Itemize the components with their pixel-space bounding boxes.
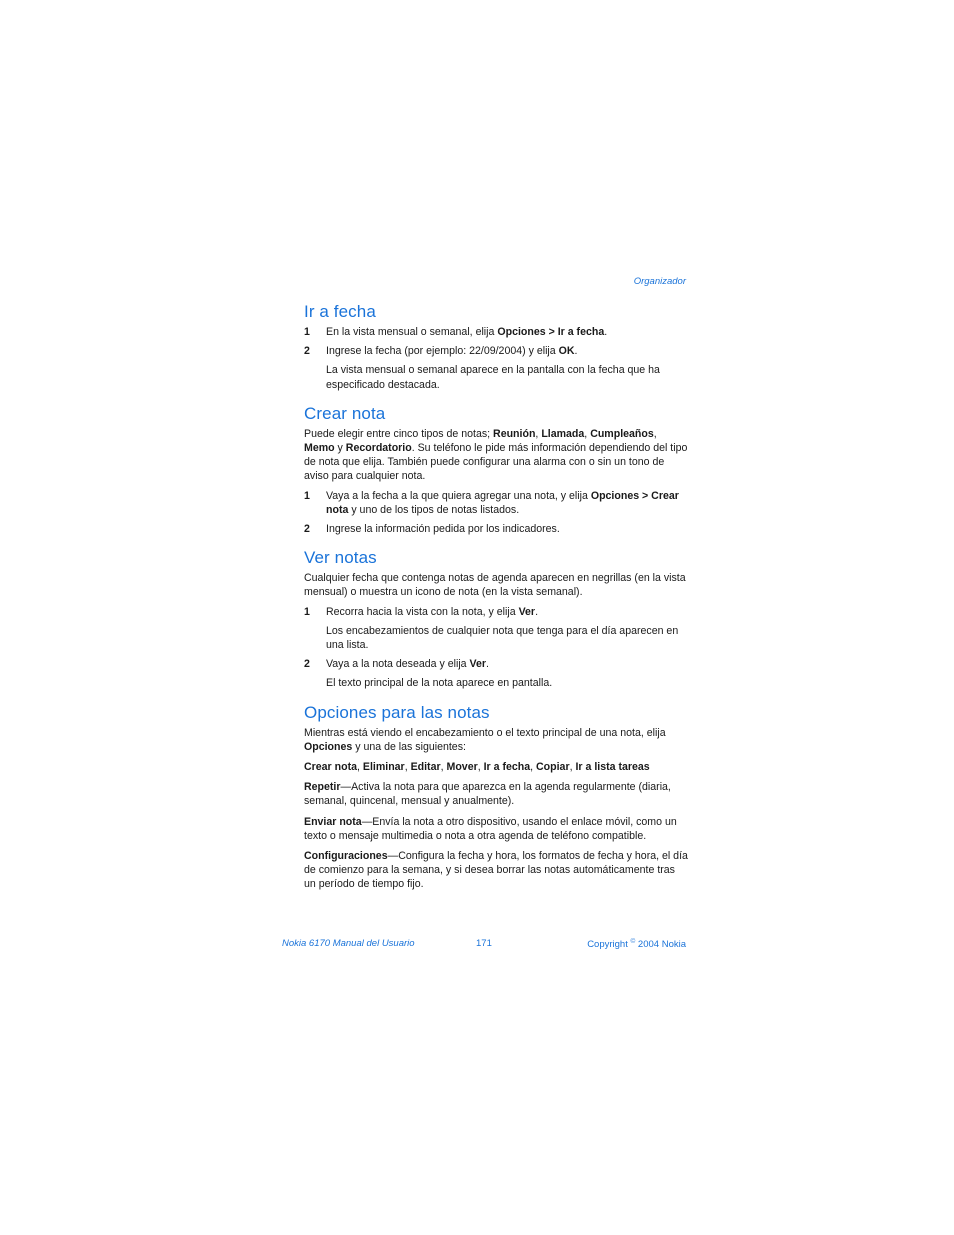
options-list: [304, 760, 688, 774]
intro-paragraph: [304, 726, 688, 754]
step-text: Vaya a la fecha a la que quiera agregar una nota, y elija: [326, 489, 591, 502]
option-item: Ir a fecha: [483, 761, 531, 774]
body-text: Puede elegir entre cinco tipos de notas;: [304, 427, 494, 440]
step-item: [304, 344, 688, 358]
step-note: El texto principal de la nota aparece en pantalla.: [326, 677, 553, 690]
note-type: Reunión: [493, 427, 536, 440]
heading-ir-a-fecha: Ir a fecha: [304, 302, 376, 321]
step-text: y uno de los tipos de notas listados.: [348, 503, 520, 516]
separator: ,: [440, 761, 447, 774]
menu-path: Opciones > Crear nota: [326, 489, 679, 516]
step-number: 2: [304, 523, 310, 536]
step-text: Recorra hacia la vista con la nota, y elija: [326, 605, 519, 618]
step-note: Los encabezamientos de cualquier nota que tenga para el día aparecen en una lista.: [326, 624, 679, 652]
option-description: [304, 780, 688, 808]
page-content: [304, 302, 688, 897]
option-term: Repetir: [304, 781, 341, 794]
option-term: Enviar nota: [304, 815, 362, 828]
separator: ,: [653, 427, 657, 440]
note-type: Recordatorio: [345, 442, 412, 455]
body-text: Mientras está viendo el encabezamiento o el texto principal de una nota, elija: [304, 726, 666, 739]
separator: ,: [569, 761, 576, 774]
intro-paragraph: [304, 427, 688, 484]
step-item: [304, 489, 688, 517]
step-text: En la vista mensual o semanal, elija: [326, 326, 498, 338]
option-item: Editar: [410, 761, 441, 774]
manual-title: Nokia 6170 Manual del Usuario: [282, 938, 415, 949]
body-text: y una de las siguientes:: [352, 740, 466, 753]
menu-path: Opciones > Ir a fecha: [497, 326, 605, 338]
step-number: 2: [304, 345, 310, 358]
running-header: Organizador: [633, 276, 686, 287]
option-item: Ir a lista tareas: [575, 761, 650, 774]
separator: ,: [584, 427, 591, 440]
step-text: Ingrese la información pedida por los indicadores.: [326, 523, 560, 536]
separator: ,: [356, 761, 363, 774]
step-note: La vista mensual o semanal aparece en la pantalla con la fecha que ha especificado destacada.: [326, 364, 660, 391]
option-description: [304, 815, 688, 843]
step-text: .: [604, 326, 608, 338]
separator: ,: [535, 427, 542, 440]
step-item: [304, 325, 688, 339]
separator: ,: [404, 761, 411, 774]
step-item: [304, 605, 688, 619]
body-text: . Su teléfono le pide más información dependiendo del tipo de nota que elija. También puede configurar una alarma con o sin un tono de aviso para cualquier nota.: [304, 442, 688, 483]
menu-path: Ver: [469, 658, 487, 671]
option-item: Mover: [446, 761, 478, 774]
step-number: 1: [304, 326, 310, 338]
step-text: .: [486, 658, 489, 671]
step-text: .: [574, 345, 578, 358]
option-text: —Activa la nota para que aparezca en la agenda regularmente (diaria, semanal, quincenal, mensual y anualmente).: [304, 781, 671, 808]
step-number: 1: [304, 605, 310, 618]
heading-ver-notas: Ver notas: [304, 548, 377, 568]
step-text: Vaya a la nota deseada y elija: [326, 658, 470, 671]
menu-path: Opciones: [304, 740, 353, 753]
option-description: [304, 849, 688, 892]
copyright-symbol: ©: [630, 938, 636, 945]
step-item: [304, 522, 688, 536]
step-text: .: [535, 605, 539, 618]
note-type: Llamada: [541, 427, 585, 440]
menu-path: OK: [558, 345, 575, 358]
heading-crear-nota: Crear nota: [304, 403, 386, 423]
menu-path: Ver: [518, 605, 536, 618]
option-term: Configuraciones: [304, 850, 388, 863]
heading-opciones-notas: Opciones para las notas: [304, 702, 490, 722]
copyright: [587, 938, 686, 950]
step-number: 1: [304, 489, 310, 502]
option-item: Eliminar: [362, 761, 405, 774]
note-type: Cumpleaños: [590, 427, 654, 440]
option-text: —Envía la nota a otro dispositivo, usando el enlace móvil, como un texto o mensaje multimedia o nota a otra agenda de teléfono compatible.: [304, 815, 677, 842]
step-number: 2: [304, 658, 310, 671]
copyright-text: 2004 Nokia: [635, 939, 686, 951]
step-text: Ingrese la fecha (por ejemplo: 22/09/2004) y elija: [326, 345, 559, 358]
intro-paragraph: Cualquier fecha que contenga notas de agenda aparecen en negrillas (en la vista mensual) o muestra un icono de nota (en la vista semanal).: [304, 572, 686, 599]
page-footer: [282, 938, 686, 952]
separator: ,: [477, 761, 484, 774]
separator: ,: [530, 761, 537, 774]
option-item: Copiar: [536, 761, 570, 774]
copyright-text: Copyright: [587, 939, 631, 951]
note-type: Memo: [304, 442, 335, 455]
page-number: 171: [476, 938, 492, 949]
option-item: Crear nota: [304, 761, 357, 774]
step-item: [304, 657, 688, 671]
separator: y: [334, 442, 346, 455]
option-text: —Configura la fecha y hora, los formatos de fecha y hora, el día de comienzo para la semana, y si desea borrar las notas automáticamente tras un período de tiempo fijo.: [304, 850, 688, 891]
